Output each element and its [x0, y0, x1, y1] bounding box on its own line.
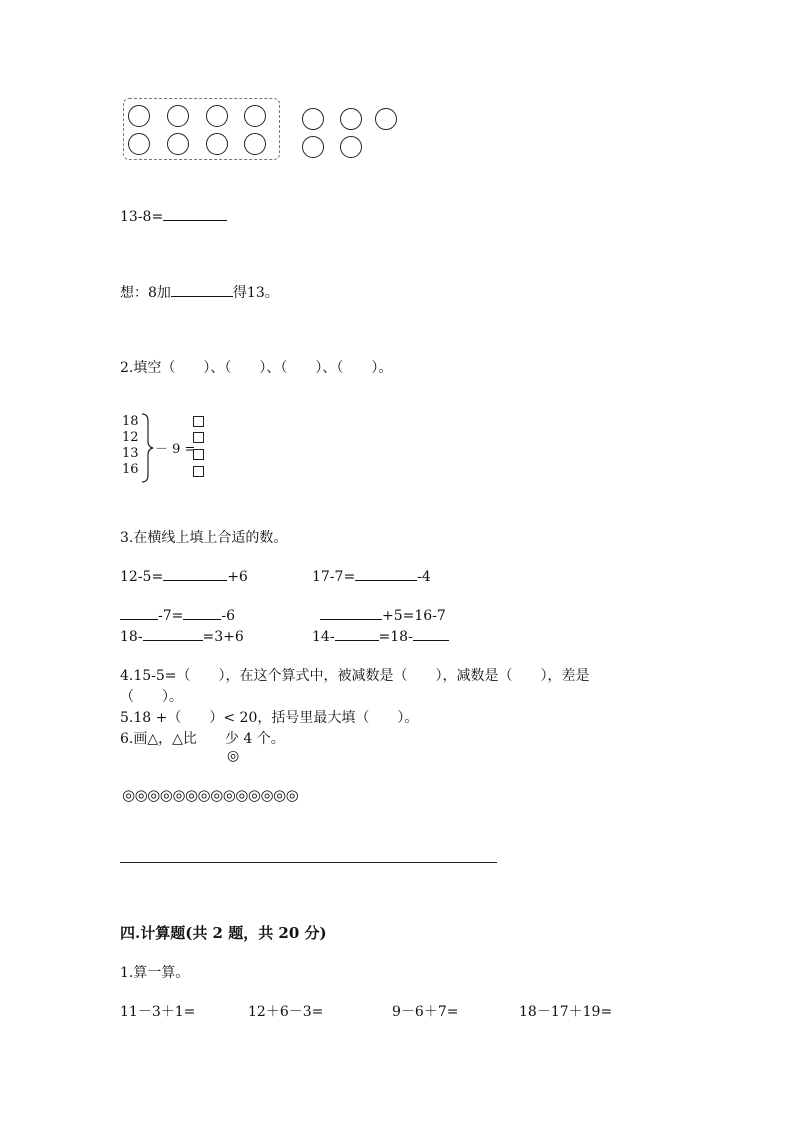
- q3-row1-right: 17-7= -4: [312, 566, 431, 585]
- sub-question-title: 1.算一算。: [120, 965, 190, 981]
- operation: － 9 =: [155, 442, 196, 457]
- answer-box[interactable]: [193, 432, 204, 443]
- circle: [244, 133, 266, 155]
- answer-blank[interactable]: [320, 605, 382, 620]
- q6-text: 6.画△，△比 少 4 个。: [120, 731, 285, 747]
- answer-blank[interactable]: [335, 626, 379, 641]
- answer-blank[interactable]: [413, 626, 449, 641]
- q1-think: 想：8加 得13。: [120, 282, 279, 302]
- q1-expression: 13-8=: [120, 206, 227, 225]
- calc-item: 12＋6－3=: [248, 1004, 324, 1020]
- number: 12: [122, 430, 139, 445]
- answer-box[interactable]: [193, 449, 204, 460]
- calc-item: 11－3＋1=: [120, 1004, 196, 1020]
- answer-box[interactable]: [193, 416, 204, 427]
- q4-line1: 4.15-5=（ ），在这个算式中，被减数是（ ），减数是（ ），差是: [120, 668, 590, 684]
- q3-row1-left: 12-5= +6: [120, 566, 248, 585]
- circle: [244, 105, 266, 127]
- q3-row2-left: -7= -6: [120, 605, 235, 624]
- answer-box[interactable]: [193, 466, 204, 477]
- answer-blank[interactable]: [171, 282, 233, 297]
- q2-title: 2.填空（ ）、（ ）、（ ）、（ ）。: [120, 360, 393, 376]
- circle: [375, 108, 397, 130]
- number: 16: [122, 462, 139, 477]
- q3-row3-right: 14- =18-: [312, 626, 449, 645]
- answer-blank[interactable]: [143, 626, 203, 641]
- circle: [340, 136, 362, 158]
- q4-line2: （ ）。: [120, 689, 183, 705]
- right-brace: [140, 413, 154, 483]
- answer-blank[interactable]: [355, 566, 417, 581]
- q3-title: 3.在横线上填上合适的数。: [120, 530, 288, 546]
- circle: [206, 133, 228, 155]
- section-heading: 四.计算题(共 2 题，共 20 分): [120, 924, 327, 942]
- q3-row2-right: +5=16-7: [320, 605, 446, 624]
- answer-blank[interactable]: [163, 206, 227, 221]
- circle: [206, 105, 228, 127]
- answer-blank[interactable]: [163, 566, 227, 581]
- circle: [167, 105, 189, 127]
- circle: [128, 133, 150, 155]
- answer-blank[interactable]: [120, 605, 158, 620]
- q5-text: 5.18 +（ ）< 20，括号里最大填（ ）。: [120, 710, 419, 726]
- circle: [302, 136, 324, 158]
- number: 13: [122, 446, 139, 461]
- drawing-line[interactable]: [120, 862, 497, 863]
- circle: [302, 108, 324, 130]
- double-circle-row: ◎◎◎◎◎◎◎◎◎◎◎◎◎◎: [122, 786, 299, 804]
- number: 18: [122, 414, 139, 429]
- calc-item: 18－17＋19=: [519, 1004, 613, 1020]
- q3-row3-left: 18- =3+6: [120, 626, 244, 645]
- answer-blank[interactable]: [183, 605, 221, 620]
- calc-item: 9－6＋7=: [392, 1004, 459, 1020]
- circle: [128, 105, 150, 127]
- double-circle-symbol: ◎: [227, 748, 240, 764]
- circle: [167, 133, 189, 155]
- circle: [340, 108, 362, 130]
